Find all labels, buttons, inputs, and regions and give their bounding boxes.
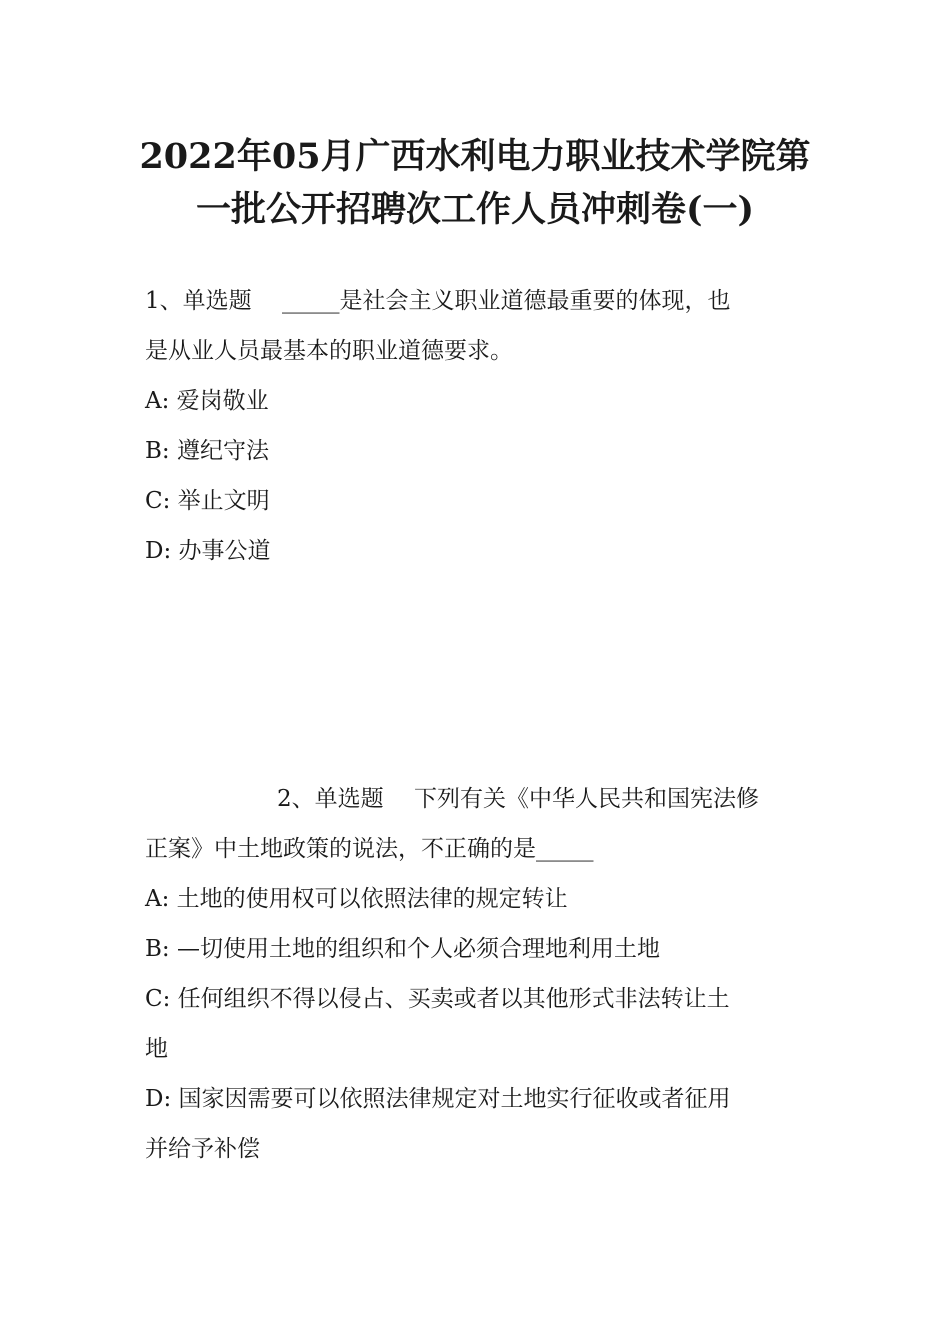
question-1-option-d: D: 办事公道 [145, 538, 271, 564]
document-title [100, 130, 850, 236]
question-2-stem-line-1: 2、单选题 下列有关《中华人民共和国宪法修 [277, 786, 759, 812]
question-1-option-b: B: 遵纪守法 [145, 438, 269, 464]
question-2-option-d: D: 国家因需要可以依照法律规定对土地实行征收或者征用 [145, 1086, 731, 1112]
question-2-option-c: C: 任何组织不得以侵占、买卖或者以其他形式非法转让土 [145, 986, 730, 1012]
question-2-option-a: A: 土地的使用权可以依照法律的规定转让 [145, 886, 568, 912]
question-2 [145, 774, 810, 1174]
question-1-option-c: C: 举止文明 [145, 488, 270, 514]
title-line-1: 2022年05月广西水利电力职业技术学院第 [139, 136, 811, 177]
question-1-stem-line-2: 是从业人员最基本的职业道德要求。 [145, 338, 513, 364]
question-1-option-a: A: 爱岗敬业 [145, 388, 269, 414]
question-1-stem-line-1: 1、单选题 _____是社会主义职业道德最重要的体现，也 [145, 288, 731, 314]
question-2-option-d-continued: 并给予补偿 [145, 1136, 260, 1162]
question-2-option-c-continued: 地 [145, 1036, 168, 1062]
question-2-option-b: B: —切使用土地的组织和个人必须合理地利用土地 [145, 936, 660, 962]
question-2-stem-line-2: 正案》中土地政策的说法，不正确的是_____ [145, 836, 594, 862]
question-1 [145, 276, 810, 576]
title-line-2: 一批公开招聘次工作人员冲刺卷(一) [195, 189, 755, 230]
